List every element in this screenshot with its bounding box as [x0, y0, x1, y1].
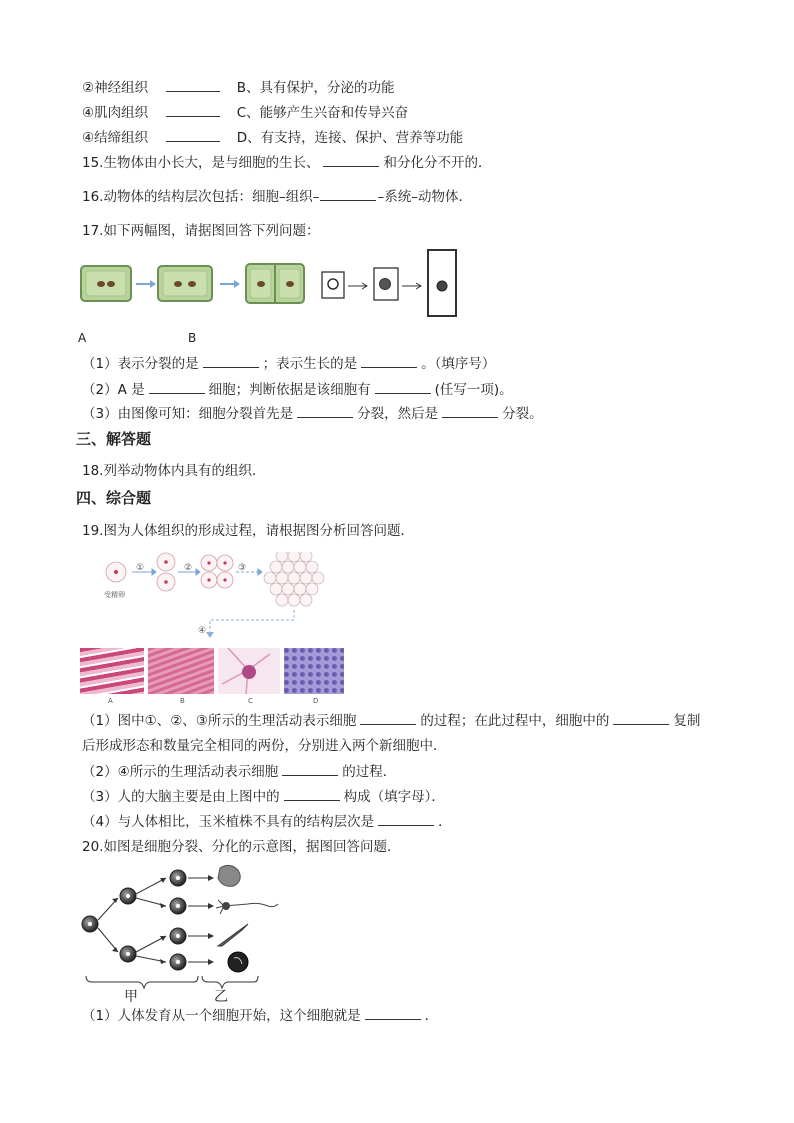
q14-row4-option: D、有支持，连接、保护、营养等功能: [236, 130, 464, 146]
zygote-label: 受精卵: [104, 591, 125, 599]
answer-blank[interactable]: [320, 188, 376, 201]
label-jia: 甲: [124, 989, 138, 1005]
q17-s2-text-a: （2）A 是: [82, 382, 145, 398]
tissue-image-c: [218, 648, 280, 694]
q17-s3-text-a: （3）由图像可知：细胞分裂首先是: [82, 406, 294, 422]
question-20-stem: [82, 837, 400, 857]
q17-sub-2: [82, 380, 513, 400]
answer-blank[interactable]: [361, 355, 417, 368]
answer-blank[interactable]: [365, 1007, 421, 1020]
q18-text: 18.列举动物体内具有的组织．: [82, 463, 266, 479]
q19-stem: 19.图为人体组织的形成过程，请根据图分析回答问题．: [82, 523, 414, 539]
q19-s2-text-b: 的过程．: [342, 764, 397, 780]
answer-blank[interactable]: [149, 381, 205, 394]
q14-row2-num: ②: [82, 80, 95, 96]
answer-blank[interactable]: [166, 104, 220, 117]
q19-sub-1: [82, 711, 700, 731]
plant-cell-1: [81, 266, 131, 301]
q14-row3-num: ④: [82, 105, 95, 121]
q19-s2-text-a: （2）④所示的生理活动表示细胞: [82, 764, 279, 780]
figure-a-plant-cell-division: [80, 262, 310, 306]
section-4-heading: 四、综合题: [76, 489, 152, 507]
q15-text-a: 15.生物体由小长大，是与细胞的生长、: [82, 155, 320, 171]
tissue-label-d: D: [313, 697, 319, 705]
q14-row2-option: B、具有保护，分泌的功能: [236, 80, 395, 96]
question-16: [82, 187, 472, 207]
q19-s1-text-d: 后形成形态和数量完全相同的两份，分别进入两个新细胞中．: [82, 738, 447, 754]
q19-sub-3: [82, 787, 445, 807]
section-3-heading: 三、解答题: [76, 430, 152, 448]
question-18: [82, 461, 265, 481]
answer-blank[interactable]: [360, 712, 416, 725]
answer-blank[interactable]: [284, 788, 340, 801]
q14-row4-name: 结缔组织: [94, 130, 149, 146]
step-3-label: ③: [238, 563, 247, 573]
q17-s1-text-b: ；表示生长的是: [262, 356, 358, 372]
q17-sub-3: [82, 404, 543, 424]
q19-s1-text-b: 的过程；在此过程中，细胞中的: [420, 713, 610, 729]
figure-a-label: A: [78, 331, 87, 345]
tissue-image-a: [80, 648, 144, 694]
answer-blank[interactable]: [166, 129, 220, 142]
question-17-stem: [82, 221, 319, 241]
q17-s1-text-c: 。（填序号）: [421, 356, 496, 372]
q17-s1-text-a: （1）表示分裂的是: [82, 356, 199, 372]
tissue-label-a: A: [108, 697, 113, 705]
answer-blank[interactable]: [442, 405, 498, 418]
q19-s3-text-b: 构成（填字母）．: [343, 789, 445, 805]
tissue-image-b: [148, 648, 214, 694]
q16-text-b: –系统–动物体．: [377, 189, 472, 205]
answer-blank[interactable]: [166, 79, 220, 92]
q15-text-b: 和分化分不开的．: [383, 155, 492, 171]
q19-s4-text-a: （4）与人体相比，玉米植株不具有的结构层次是: [82, 814, 375, 830]
plant-cell-3: [246, 264, 304, 303]
q19-s1-text-a: （1）图中①、②、③所示的生理活动表示细胞: [82, 713, 357, 729]
figure-cell-division-differentiation: [78, 858, 288, 990]
q17-s2-text-b: 细胞；判断依据是该细胞有: [208, 382, 371, 398]
q20-s1-text-a: （1）人体发育从一个细胞开始，这个细胞就是: [82, 1008, 361, 1024]
q19-s1-text-c: 复制: [673, 713, 701, 729]
q16-text-a: 16.动物体的结构层次包括：细胞–组织–: [82, 189, 320, 205]
answer-blank[interactable]: [323, 154, 379, 167]
q17-s2-text-c: (任写一项)。: [434, 382, 513, 398]
q17-s3-text-c: 分裂。: [502, 406, 543, 422]
q14-row4-num: ④: [82, 130, 95, 146]
step-2-label: ②: [184, 563, 193, 573]
q20-sub-1: [82, 1006, 438, 1026]
answer-blank[interactable]: [375, 381, 431, 394]
answer-blank[interactable]: [282, 763, 338, 776]
figure-b-label: B: [188, 331, 197, 345]
answer-blank[interactable]: [203, 355, 259, 368]
q19-s4-text-b: ．: [438, 814, 452, 830]
figure-b-cell-growth: [318, 246, 468, 320]
q20-s1-text-b: ．: [424, 1008, 439, 1024]
q19-sub-4: [82, 812, 452, 832]
question-15: [82, 153, 491, 173]
q17-sub-1: [82, 354, 495, 374]
q14-row-2: [82, 78, 394, 98]
q17-stem: 17.如下两幅图，请据图回答下列问题：: [82, 223, 320, 239]
q19-sub-2: [82, 762, 396, 782]
q14-row-4: [82, 128, 463, 148]
answer-blank[interactable]: [378, 813, 434, 826]
q19-s3-text-a: （3）人的大脑主要是由上图中的: [82, 789, 280, 805]
q20-stem: 20.如图是细胞分裂、分化的示意图，据图回答问题．: [82, 839, 401, 855]
label-yi: 乙: [214, 989, 228, 1005]
tissue-label-b: B: [180, 697, 185, 705]
q17-s3-text-b: 分裂，然后是: [357, 406, 439, 422]
q14-row-3: [82, 103, 408, 123]
step-4-label: ④: [198, 626, 207, 636]
question-19-stem: [82, 521, 414, 541]
q14-row3-name: 肌肉组织: [94, 105, 149, 121]
answer-blank[interactable]: [613, 712, 669, 725]
q19-sub-1-cont: [82, 736, 447, 756]
q14-row3-option: C、能够产生兴奋和传导兴奋: [236, 105, 409, 121]
plant-cell-2: [158, 266, 212, 301]
tissue-image-d: [284, 648, 344, 694]
answer-blank[interactable]: [297, 405, 353, 418]
tissue-label-c: C: [248, 697, 253, 705]
q14-row2-name: 神经组织: [94, 80, 149, 96]
step-1-label: ①: [136, 563, 145, 573]
